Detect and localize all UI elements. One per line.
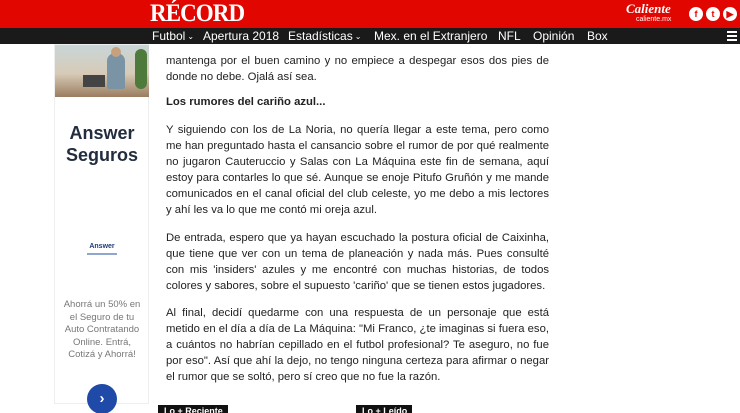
article-paragraph: Y siguiendo con los de La Noria, no quería llegar a este tema, pero como me han preguntado hasta el cansancio sobre el rumor de por qué realmente no jugaron Cauteruccio y Salas con La Máquina este fin de semana, aquí estoy para contarles lo que sé. Aunque se enoje Pitufo Gruñón y me mande comunicados en el canal oficial del club celeste, yo me debo a mis lectores y ahí les va lo que me contó mi oreja azul. <box>166 124 549 216</box>
sponsor-site: caliente.mx <box>636 16 672 23</box>
ad-copy: Ahorrá un 50% en el Seguro de tu Auto Contratando Online. Entrá, Cotizá y Ahorrá! <box>63 299 141 360</box>
tab-lo-mas-reciente[interactable]: Lo + Reciente <box>158 405 228 413</box>
record-logo[interactable]: RÉCORD <box>150 0 245 27</box>
main-nav <box>0 28 740 44</box>
nav-item-nfl[interactable] <box>498 28 521 44</box>
top-header-bar <box>0 0 740 28</box>
chevron-down-icon: ⌄ <box>187 32 195 41</box>
nav-item-estadisticas[interactable] <box>288 28 361 44</box>
ad-logo-text: Answer <box>89 243 115 250</box>
youtube-icon[interactable]: ▶ <box>723 7 737 21</box>
nav-label: NFL <box>498 29 521 43</box>
article-paragraph-intro-tail: mantenga por el buen camino y no empiece a despegar esos dos pies de donde no debe. Ojalá así sea. <box>166 55 549 83</box>
facebook-icon[interactable]: f <box>689 7 703 21</box>
nav-label: Box <box>587 29 608 43</box>
chevron-down-icon: ⌄ <box>354 32 362 41</box>
ad-title: Answer Seguros <box>65 123 139 165</box>
ad-banner[interactable] <box>54 44 149 407</box>
twitter-icon[interactable]: t <box>706 7 720 21</box>
nav-item-futbol[interactable] <box>152 28 194 44</box>
nav-label: Futbol <box>152 29 186 43</box>
nav-label: Estadísticas <box>288 29 353 43</box>
nav-label: Mex. en el Extranjero <box>374 29 488 43</box>
nav-item-box[interactable] <box>587 28 608 44</box>
article-paragraph: De entrada, espero que ya hayan escuchado la postura oficial de Caixinha, que tiene que ver con un tema de planeación y nada más. Pues consulté con mis 'insiders' azules y me encontré con muchas historias, de todos colores y sabores, sobre el supuesto 'cariño' que se tienen estos jugadores. <box>166 232 549 292</box>
caliente-sponsor-logo[interactable] <box>626 2 680 26</box>
nav-item-apertura-2018[interactable] <box>203 28 279 44</box>
sponsor-brand: Caliente <box>626 1 671 16</box>
ad-arrow-button[interactable]: › <box>87 384 117 413</box>
nav-label: Opinión <box>533 29 575 43</box>
ad-photo <box>55 45 149 97</box>
tab-lo-mas-leido[interactable]: Lo + Leído <box>356 405 412 413</box>
nav-label: Apertura 2018 <box>203 29 280 43</box>
menu-icon[interactable] <box>727 31 737 41</box>
nav-item-opinion[interactable] <box>533 28 574 44</box>
nav-item-mex-extranjero[interactable] <box>374 28 487 44</box>
article-subheading: Los rumores del cariño azul... <box>166 96 326 108</box>
article-paragraph: Al final, decidí quedarme con una respuesta de un personaje que está metido en el día a día de La Máquina: "Mi Franco, ¿te imaginas si fuera eso, a cuántos no habrían cepillado en el futbol profesional? Te aseguro, no fue por eso". Así que ahí la dejo, no tengo ninguna certeza para afirmar o negar el rumor que se soltó, pero sí creo que no fue la razón. <box>166 307 549 383</box>
answer-logo <box>55 243 149 255</box>
